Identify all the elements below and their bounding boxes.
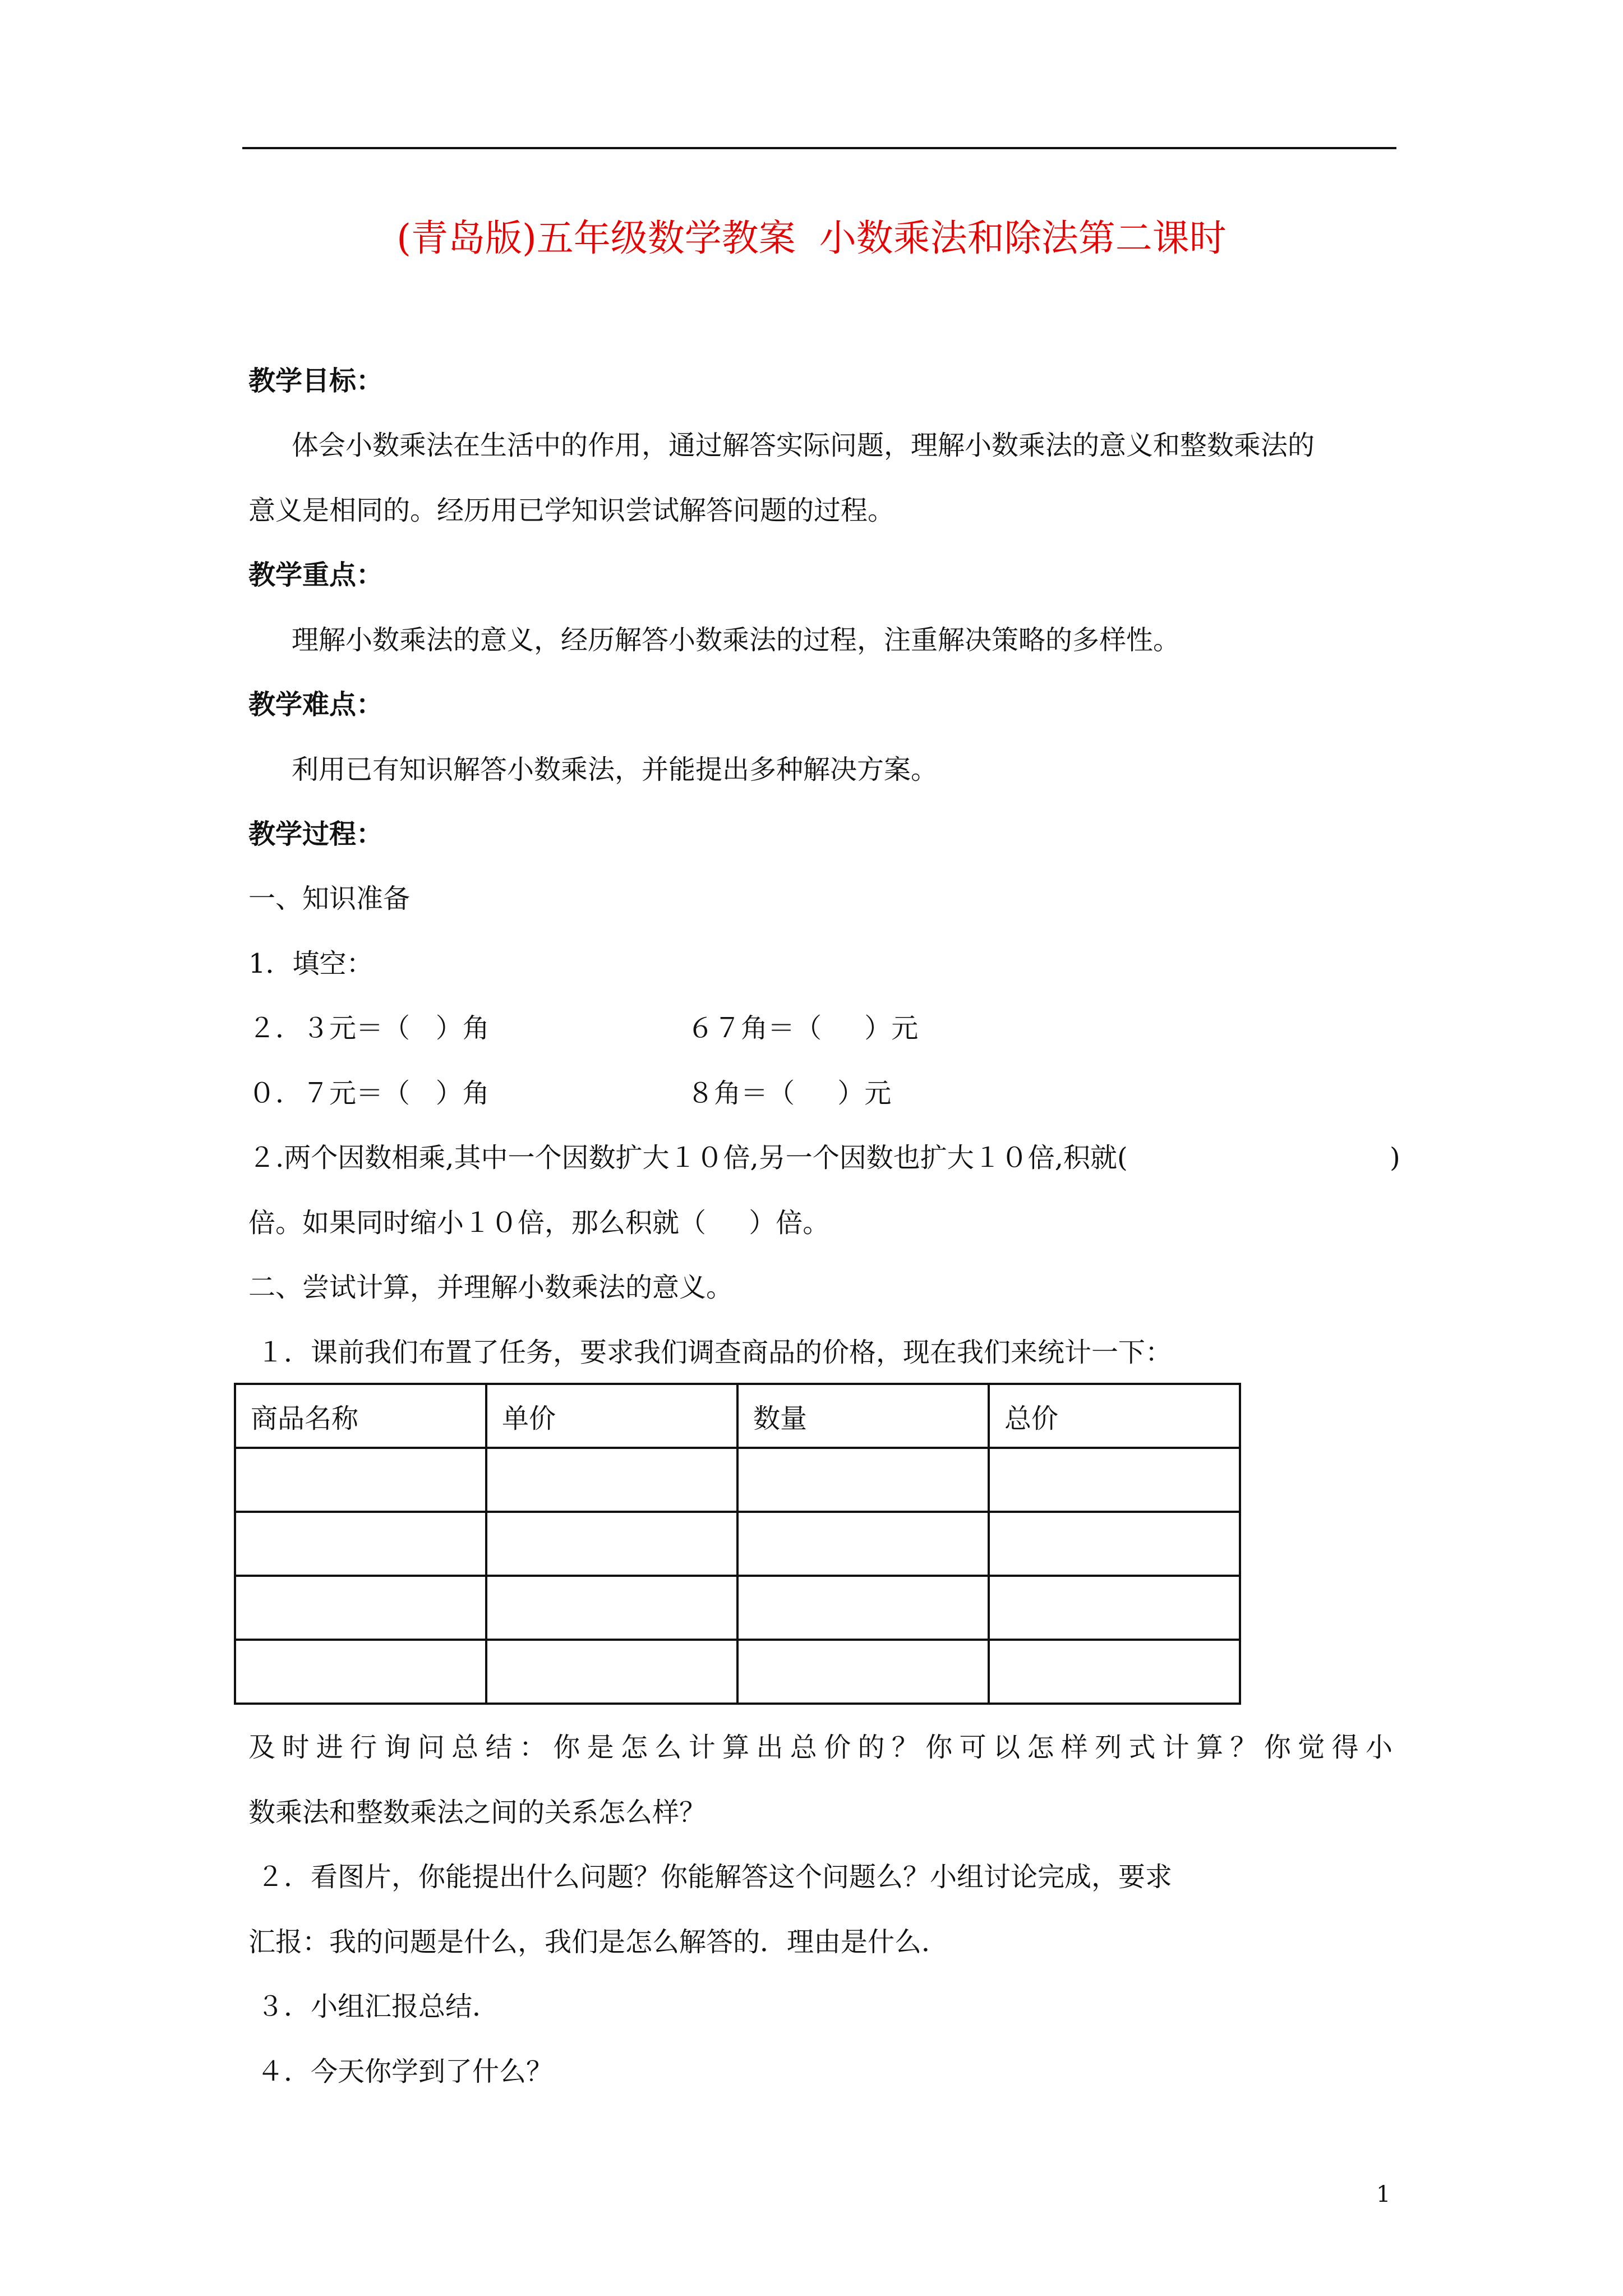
table-cell	[737, 1448, 989, 1512]
page-number: 1	[1376, 2182, 1391, 2207]
header-cell-product-name: 商品名称	[235, 1384, 486, 1448]
task-3-text: ３．小组汇报总结．	[257, 1991, 500, 2022]
item-2-line-1: ２.两个因数相乘,其中一个因数扩大１０倍,另一个因数也扩大１０倍,积就(	[248, 1142, 1128, 1174]
section-1-heading: 一、知识准备	[248, 883, 411, 914]
task-2-line-1: ２．看图片，你能提出什么问题？你能解答这个问题么？小组讨论完成，要求	[257, 1861, 1173, 1893]
table-cell	[486, 1512, 737, 1576]
table-cell	[486, 1576, 737, 1640]
table-cell	[989, 1512, 1240, 1576]
table-row	[235, 1640, 1240, 1704]
goods-price-table	[234, 1383, 1241, 1705]
difficulties-heading: 教学难点：	[248, 689, 384, 720]
table-cell	[989, 1640, 1240, 1704]
objectives-line-1: 体会小数乘法在生活中的作用，通过解答实际问题，理解小数乘法的意义和整数乘法的	[292, 430, 1315, 461]
item-2-line-2: 倍。如果同时缩小１０倍，那么积就（ ）倍。	[248, 1207, 830, 1239]
summary-line-2: 数乘法和整数乘法之间的关系怎么样？	[248, 1797, 707, 1828]
header-cell-unit-price: 单价	[486, 1384, 737, 1448]
fill-blank-1a: ２．３元＝（ ）角	[248, 1013, 490, 1044]
table-row	[235, 1512, 1240, 1576]
header-rule	[242, 147, 1396, 149]
table-cell	[235, 1640, 486, 1704]
fill-blank-2a: ０．７元＝（ ）角	[248, 1078, 490, 1109]
table-cell	[989, 1576, 1240, 1640]
table-row	[235, 1576, 1240, 1640]
table-cell	[486, 1448, 737, 1512]
table-cell	[737, 1640, 989, 1704]
table-cell	[486, 1640, 737, 1704]
process-heading: 教学过程：	[248, 818, 384, 850]
table-cell	[235, 1576, 486, 1640]
difficulties-text: 利用已有知识解答小数乘法，并能提出多种解决方案。	[292, 754, 938, 785]
item-1-label: 1．填空：	[248, 948, 374, 979]
fill-blank-1b: ６７角＝（ ）元	[687, 1013, 919, 1044]
key-points-text: 理解小数乘法的意义，经历解答小数乘法的过程，注重解决策略的多样性。	[292, 624, 1181, 656]
table-cell	[737, 1576, 989, 1640]
task-2-line-2: 汇报：我的问题是什么，我们是怎么解答的．理由是什么．	[248, 1926, 949, 1958]
key-points-heading: 教学重点：	[248, 559, 384, 591]
document-title: (青岛版)五年级数学教案 小数乘法和除法第二课时	[396, 217, 1227, 260]
task-1-text: １．课前我们布置了任务，要求我们调查商品的价格，现在我们来统计一下：	[257, 1337, 1173, 1368]
item-2-line-1-close: )	[1390, 1142, 1400, 1174]
table-header-row	[235, 1384, 1240, 1448]
header-cell-quantity: 数量	[737, 1384, 989, 1448]
header-cell-total-price: 总价	[989, 1384, 1240, 1448]
table-cell	[989, 1448, 1240, 1512]
objectives-heading: 教学目标：	[248, 365, 384, 397]
section-2-heading: 二、尝试计算，并理解小数乘法的意义。	[248, 1272, 734, 1303]
table-cell	[235, 1512, 486, 1576]
fill-blank-2b: ８角＝（ ）元	[687, 1078, 892, 1109]
task-4-text: ４．今天你学到了什么？	[257, 2056, 554, 2087]
table-cell	[235, 1448, 486, 1512]
summary-line-1: 及时进行询问总结：你是怎么计算出总价的？你可以怎样列式计算？你觉得小	[248, 1732, 1393, 1763]
table-cell	[737, 1512, 989, 1576]
table-row	[235, 1448, 1240, 1512]
objectives-line-2: 意义是相同的。经历用已学知识尝试解答问题的过程。	[248, 495, 895, 526]
